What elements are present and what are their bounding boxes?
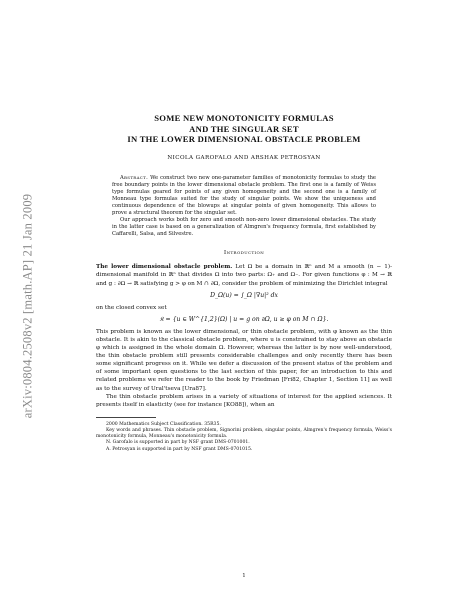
arxiv-identifier: arXiv:0804.2508v2 [math.AP] 21 Jan 2009: [20, 193, 35, 419]
intro-paragraph: [96, 263, 392, 287]
abstract-label: Abstract.: [120, 174, 149, 181]
abstract-text: We construct two new one-parameter families of monotonicity formulas to study the free boundary points in the lower dimensional obstacle problem. The first one is a family of Weiss type formulas geared for points of any given homogeneity and the second one is a family of Monneau type formulas suited for the study of singular points. We show the uniqueness and continuous dependence of the blowups at singular points of given homogeneity. This allows to prove a structural theorem for the singular set.: [112, 174, 377, 216]
intro-paragraph: The thin obstacle problem arises in a variety of situations of interest for the applied sciences. It presents itself in elasticity (see for instance [KO88]), when an: [96, 393, 392, 408]
title-line: SOME NEW MONOTONICITY FORMULAS: [154, 113, 334, 123]
dirichlet-integral-equation: D_Ω(u) = ∫_Ω |∇u|² dx: [210, 291, 278, 299]
footnote-keywords: Key words and phrases. Thin obstacle problem, Signorini problem, singular points, Almgren's frequency formula, Weiss's monotonicity formula, Monneau's monotonicity formula.: [96, 428, 392, 440]
paper-page: [96, 0, 393, 579]
abstract-paragraph: [112, 175, 376, 218]
footnote-grant: A. Petrosyan is supported in part by NSF grant DMS-0701015.: [106, 446, 253, 452]
title-line: IN THE LOWER DIMENSIONAL OBSTACLE PROBLEM: [127, 134, 361, 144]
footnotes: [96, 422, 392, 453]
title-line: AND THE SINGULAR SET: [189, 123, 299, 134]
paper-title: [96, 113, 392, 145]
footnote-msc: 2000 Mathematics Subject Classification. 35R35.: [106, 421, 221, 427]
intro-paragraph: This problem is known as the lower dimensional, or thin obstacle problem, with φ known as the thin obstacle. It is akin to the classical obstacle problem, where u is constrained to stay above an obstacle φ which is assigned in the whole domain Ω. However, whereas the latter is by now well-understood, the thin obstacle problem still presents considerable challenges and only recently there has been some significant progress on it. While we defer a discussion of the present status of the problem and of some important open questions to the last section of this paper, for an introduction to this and related problems we refer the reader to the book by Friedman [Fri82, Chapter 1, Section 11] as well as to the survey of Ural'tseva [Ura87].: [96, 328, 392, 392]
section-heading: Introduction: [223, 250, 265, 257]
introduction-body: [96, 263, 392, 409]
paragraph-text: Let Ω be a domain in ℝⁿ and M a smooth (n − 1)-dimensional manifold in ℝⁿ that divides Ω into two parts: Ω₊ and Ω₋. For given functions φ : M → ℝ and g : ∂Ω → ℝ satisfying g > φ on M ∩ ∂Ω, consider the problem of minimizing the Dirichlet integral: [96, 264, 393, 287]
abstract-paragraph: Our approach works both for zero and smooth non-zero lower dimensional obstacles. The study in the latter case is based on a generalization of Almgren's frequency formula, first established by Caffarelli, Salsa, and Silvestre.: [112, 217, 376, 238]
author-list: NICOLA GAROFALO AND ARSHAK PETROSYAN: [167, 154, 321, 161]
footnote-rule: [96, 417, 156, 418]
footnote-grant: N. Garofalo is supported in part by NSF grant DMS-0701001.: [106, 440, 250, 446]
intro-paragraph: on the closed convex set: [96, 304, 167, 311]
abstract: [112, 175, 376, 239]
convex-set-equation: 𝔎 = {u ∈ W^{1,2}(Ω) | u = g on ∂Ω, u ≥ φ on M ∩ Ω}.: [159, 315, 329, 323]
paragraph-heading: The lower dimensional obstacle problem.: [96, 264, 233, 271]
page-number: 1: [242, 573, 246, 579]
